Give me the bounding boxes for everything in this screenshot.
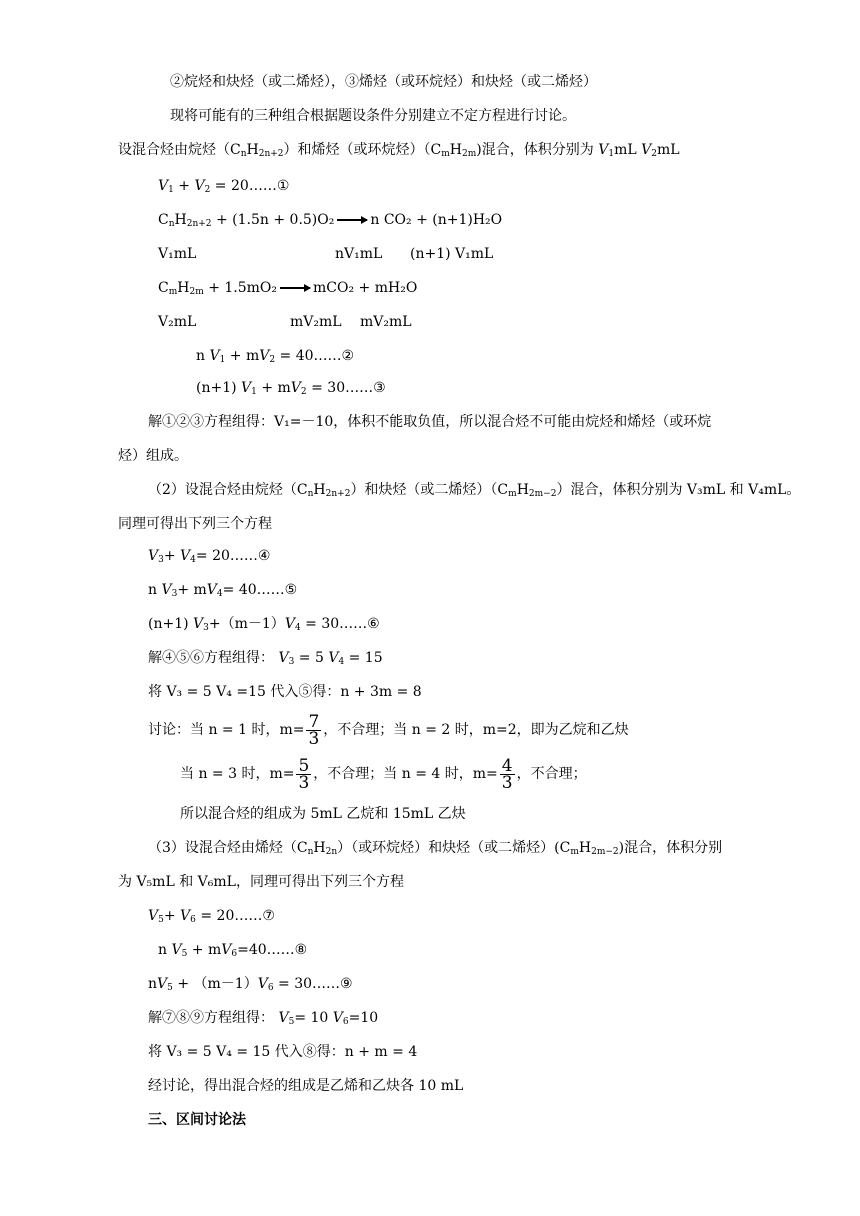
text-line: 所以混合烃的组成为 5mL 乙烷和 15mL 乙炔 xyxy=(180,806,466,822)
equation-line: (n+1) $V_3+(m-1)V_4$ = 30……⑥ xyxy=(148,616,380,633)
fraction: $\frac{5}{3}$ xyxy=(298,755,310,793)
equation-line: (n+1) V₁mL xyxy=(410,246,494,262)
text-line: 讨论：当 n = 1 时，m= $\frac{7}{3}$ ，不合理；当 n = 2 时，m=2，即为乙烷和乙炔 xyxy=(148,711,629,749)
fraction: $\frac{7}{3}$ xyxy=(308,711,320,749)
equation-line: n $V_3+ mV_4=$ 40……⑤ xyxy=(148,582,298,599)
equation-line: $V_5+ V_6$ = 20……⑦ xyxy=(148,908,275,925)
text-line: 烃）组成。 xyxy=(118,448,188,464)
text-line: 为 V₅mL 和 V₆mL，同理可得出下列三个方程 xyxy=(118,874,404,890)
text-line: 将 V₃ = 5 V₄ =15 代入⑤得：n + 3m = 8 xyxy=(148,684,422,700)
equation-line: mV₂mL xyxy=(290,314,342,330)
text-line: 当 n = 3 时，m= $\frac{5}{3}$ ，不合理；当 n = 4 时，m= $\frac{4}{3}$ ，不合理； xyxy=(180,755,587,793)
text-line: 现将可能有的三种组合根据题设条件分别建立不定方程进行讨论。 xyxy=(170,108,576,124)
text-line: （3）设混合烃由烯烃$(C_nH_{2n})$（或环烷烃）和炔烃（或二烯烃）$(C_mH_{2m-2})$混合，体积分别 xyxy=(148,840,723,857)
equation-line: $nV_5 + (m-1)V_6$ = 30……⑨ xyxy=(148,976,353,993)
equation-line: $C_mH_{2m} + 1.5mO_2$ mCO₂ + mH₂O xyxy=(158,280,418,297)
text-line: 解④⑤⑥方程组得： $V_3 = 5$ $V_4 = 15$ xyxy=(148,650,383,667)
section-heading: 三、区间讨论法 xyxy=(148,1112,246,1128)
equation-line: mV₂mL xyxy=(360,314,412,330)
equation-line: $C_nH_{2n+2} + (1.5n + 0.5)O_2$ n CO₂ + (n+1)H₂O xyxy=(158,212,503,229)
text-line: 解⑦⑧⑨方程组得： $V_5= 10$ $V_6=10$ xyxy=(148,1010,379,1027)
fraction: $\frac{4}{3}$ xyxy=(501,755,513,793)
equation-line: n $V_5$ + $mV_6=40\dots\dots ⑧$ xyxy=(158,942,308,959)
equation-line: (n+1) $V_1 + mV_2$ = 30……③ xyxy=(196,380,386,397)
text-line: ②烷烃和炔烃（或二烯烃），③烯烃（或环烷烃）和炔烃（或二烯烃） xyxy=(170,74,597,90)
equation-line: nV₁mL xyxy=(335,246,383,262)
equation-line: $V_3+ V_4=$ 20……④ xyxy=(148,548,271,565)
text-line: 设混合烃由烷烃$(C_nH_{2n+2})$和烯烃（或环烷烃）$(C_mH_{2m})$混合，体积分别为 $V_1mL$ $V_2mL$ xyxy=(118,142,680,159)
text-line: 解①②③方程组得：V₁=－10，体积不能取负值，所以混合烃不可能由烷烃和烯烃（或环烷 xyxy=(148,414,712,430)
reaction-arrow-icon xyxy=(337,219,367,221)
equation-line: V₁mL xyxy=(158,246,197,262)
text-line: 将 V₃ = 5 V₄ = 15 代入⑧得：n + m = 4 xyxy=(148,1044,418,1060)
equation-line: $V_1 + V_2$ = 20……① xyxy=(158,178,290,195)
text-line: 经讨论，得出混合烃的组成是乙烯和乙炔各 10 mL xyxy=(148,1078,464,1094)
reaction-arrow-icon xyxy=(280,287,310,289)
equation-line: n $V_1 + mV_2$ = 40……② xyxy=(196,348,355,365)
text-line: （2）设混合烃由烷烃$(C_nH_{2n+2})$和炔烃（或二烯烃）$(C_mH_{2m-2})$混合，体积分别为 V₃mL 和 V₄mL。 xyxy=(148,482,801,499)
text-line: 同理可得出下列三个方程 xyxy=(118,516,272,532)
equation-line: V₂mL xyxy=(158,314,197,330)
